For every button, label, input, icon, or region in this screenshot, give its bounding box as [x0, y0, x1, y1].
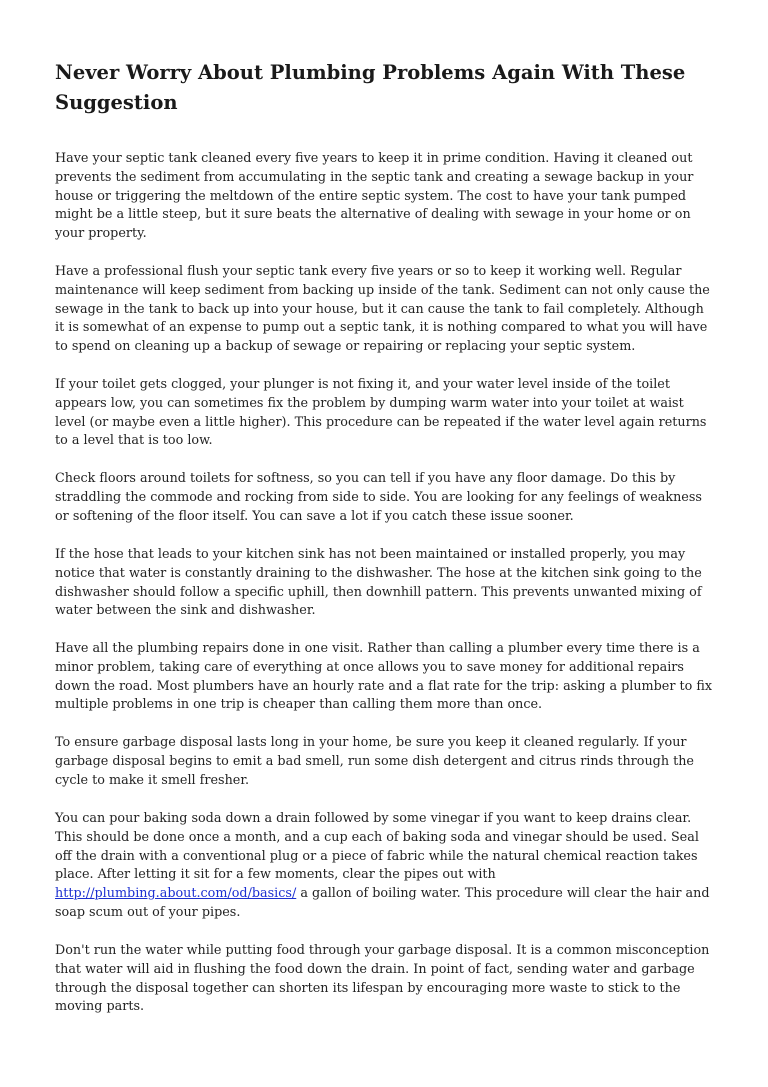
paragraph-baking-soda	[55, 810, 715, 923]
paragraph-garbage-disposal: To ensure garbage disposal lasts long in your home, be sure you keep it cleaned regularly. If your garbage disposal begins to emit a bad smell, run some dish detergent and citrus rinds through the cycle to make it smell fresher.	[55, 735, 694, 788]
paragraph-kitchen-hose: If the hose that leads to your kitchen sink has not been maintained or installed properly, you may notice that water is constantly draining to the dishwasher. The hose at the kitchen sink going to the dishwasher should follow a specific uphill, then downhill pattern. This prevents unwanted mixing of water between the sink and dishwasher.	[55, 547, 702, 619]
plumbing-basics-link[interactable]: http://plumbing.about.com/od/basics/	[55, 886, 297, 902]
paragraph-septic-cleaning: Have your septic tank cleaned every five years to keep it in prime condition. Having it cleaned out prevents the sediment from accumulating in the septic tank and creating a sewage backup in your house or triggering the meltdown of the entire septic system. The cost to have your tank pumped might be a little steep, but it sure beats the alternative of dealing with sewage in your home or on your property.	[55, 151, 694, 242]
baking-soda-text-after: a gallon of boiling water. This procedure will clear the hair and soap scum out of your pipes.	[55, 886, 710, 920]
document-title: Never Worry About Plumbing Problems Again With These Suggestion	[55, 61, 686, 114]
paragraph-toilet-clog: If your toilet gets clogged, your plunger is not fixing it, and your water level inside of the toilet appears low, you can sometimes fix the problem by dumping warm water into your toilet at waist level (or maybe even a little higher). This procedure can be repeated if the water level again returns to a level that is too low.	[55, 377, 707, 449]
paragraph-plumbing-visit: Have all the plumbing repairs done in one visit. Rather than calling a plumber every time there is a minor problem, taking care of everything at once allows you to save money for additional repairs down the road. Most plumbers have an hourly rate and a flat rate for the trip: asking a plumber to fix multiple problems in one trip is cheaper than calling them more than once.	[55, 641, 713, 713]
paragraph-disposal-water: Don't run the water while putting food through your garbage disposal. It is a common misconception that water will aid in flushing the food down the drain. In point of fact, sending water and garbage through the disposal together can shorten its lifespan by encouraging more waste to stick to the moving parts.	[55, 943, 710, 1015]
paragraph-floor-softness: Check floors around toilets for softness, so you can tell if you have any floor damage. Do this by straddling the commode and rocking from side to side. You are looking for any feelings of weakness or softening of the floor itself. You can save a lot if you catch these issue sooner.	[55, 471, 702, 524]
paragraph-septic-flush: Have a professional flush your septic tank every five years or so to keep it working well. Regular maintenance will keep sediment from backing up inside of the tank. Sediment can not only cause the sewage in the tank to back up into your house, but it can cause the tank to fail completely. Although it is somewhat of an expense to pump out a septic tank, it is nothing compared to what you will have to spend on cleaning up a backup of sewage or repairing or replacing your septic system.	[55, 264, 710, 355]
baking-soda-text-before: You can pour baking soda down a drain followed by some vinegar if you want to keep drains clear. This should be done once a month, and a cup each of baking soda and vinegar should be used. Seal off the drain with a conventional plug or a piece of fabric while the natural chemical reaction takes place. After letting it sit for a few moments, clear the pipes out with	[55, 811, 699, 883]
document-page	[55, 58, 715, 1015]
